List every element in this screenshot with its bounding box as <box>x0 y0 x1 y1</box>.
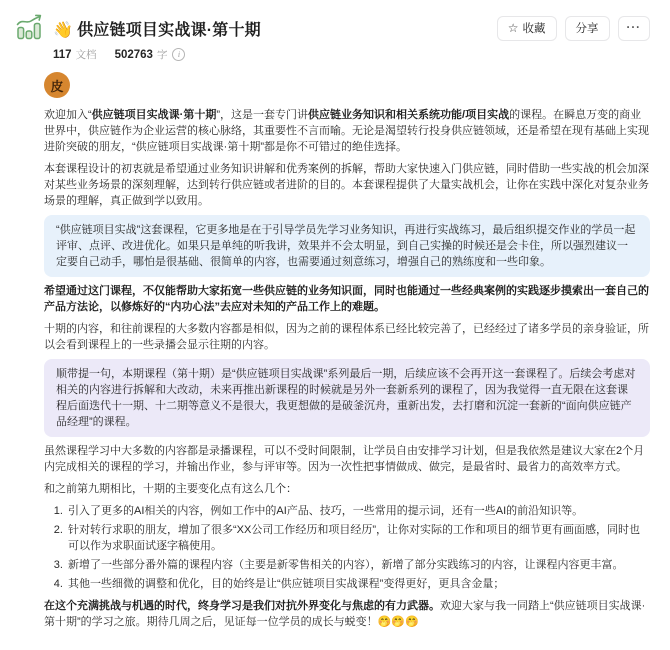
bold-text: 希望通过这门课程，不仅能帮助大家拓宽一些供应链的业务知识面，同时也能通过一些经典案例的实践逐步摸索出一套自己的产品方法论，以修炼好的“内功心法”去应对未知的产品工作上的难题。 <box>44 285 649 313</box>
text: 其他一些细微的调整和优化，目的始终是让“供应链项目实战课程”变得更好，更具含金量； <box>68 578 505 590</box>
text: 的课程。在瞬息万变的商业世界中，供应链作为企业运营的核心脉络，其重要性不言而喻。无论是渴望转行投身供应链领域，还是希望在现有基础上实现进阶突破的朋友，“供应链项目实战课·第十期”都是你不可错过的绝佳选择。 <box>44 109 649 153</box>
paragraph <box>44 107 650 155</box>
text: 新增了一些部分番外篇的课程内容（主要是新零售相关的内容），新增了部分实践练习的内容，让课程内容更丰富。 <box>68 559 624 571</box>
words-count-stat: 502763 字 i <box>115 47 186 62</box>
list-item <box>66 557 650 573</box>
favorite-button[interactable]: ☆ 收藏 <box>497 16 557 41</box>
text: 十期的内容，和往前课程的大多数内容都是相似，因为之前的课程体系已经比较完善了，已经经过了诸多学员的亲身验证，所以会看到课程上的一些录播会显示往期的内容。 <box>44 323 649 351</box>
more-options-button[interactable] <box>618 16 651 41</box>
paragraph <box>44 443 650 475</box>
highlight-callout <box>44 359 650 437</box>
text: 针对转行求职的朋友，增加了很多“XX公司工作经历和项目经历”，让你对实际的工作和项目的细节更有画面感，同时也可以作为求职面试逐字稿使用。 <box>68 524 640 552</box>
text: 虽然课程学习中大多数的内容都是录播课程，可以不受时间限制，让学员自由安排学习计划，但是我依然是建议大家在2个月内完成相关的课程的学习，并输出作业，参与评审等。因为一次性把事情做成、做完，是最省时、最省力的高效率方式。 <box>44 445 645 473</box>
ellipsis-icon: ··· <box>626 22 641 34</box>
paragraph <box>44 481 650 497</box>
paragraph <box>44 161 650 209</box>
paragraph <box>44 598 650 630</box>
text: 本套课程设计的初衷就是希望通过业务知识讲解和优秀案例的拆解，帮助大家快速入门供应链，同时借助一些实战的机会加深对某些业务场景的深刻理解，达到转行供应链或者进阶的目的。本套课程提供了大量实战机会，让你在实践中深化对复杂业务场景的理解，真正做到学以致用。 <box>44 163 649 207</box>
header-actions <box>497 16 650 41</box>
bar-chart-growth-icon <box>14 13 44 43</box>
list-item <box>66 576 650 592</box>
waving-hand-emoji: 👋 <box>53 21 74 39</box>
text: ”，这是一套专门讲 <box>216 109 309 121</box>
text: 欢迎大家与我一同踏上“供应链项目实战课·第十期”的学习之旅。期待几周之后，见证每一位学员的成长与蜕变！🤭🤭🤭 <box>44 600 646 628</box>
list-item <box>66 503 650 519</box>
author-avatar[interactable]: 皮 <box>44 72 70 98</box>
paragraph <box>44 283 650 315</box>
text: 顺带提一句，本期课程（第十期）是“供应链项目实战课”系列最后一期，后续应该不会再开这一套课程了。后续会考虑对相关的内容进行拆解和大改动，未来再推出新课程的时候就是另外一套新系列的课程了，因为我觉得一直无限在这套课程后面迭代十一期、十二期等意义不是很大，我更想做的是破釜沉舟，重新出发，去打磨和沉淀一套新的“面向供应链产品经理”的课程。 <box>56 368 636 428</box>
text: “供应链项目实战”这套课程，它更多地是在于引导学员先学习业务知识，再进行实战练习，最后组织提交作业的学员一起评审、点评、改进优化。如果只是单纯的听我讲，效果并不会太明显，到自己实操的时候还是会卡住，所以强烈建议一定要自己动手，哪怕是很基础、很简单的内容，也需要通过刻意练习，增强自己的熟练度和一些印象。 <box>56 224 636 268</box>
list-item <box>66 522 650 554</box>
document-body <box>44 107 650 630</box>
highlight-callout <box>44 215 650 277</box>
paragraph <box>44 321 650 353</box>
text: 欢迎加入“ <box>44 109 92 121</box>
text: 引入了更多的AI相关的内容，例如工作中的AI产品、技巧，一些常用的提示词，还有一些AI的前沿知识等。 <box>68 505 584 517</box>
text: 和之前第九期相比，十期的主要变化点有这么几个： <box>44 483 297 495</box>
info-icon[interactable]: i <box>172 48 185 61</box>
stats-bar <box>53 47 650 62</box>
bold-text: 供应链项目实战课·第十期 <box>91 109 217 121</box>
ordered-list <box>44 503 650 592</box>
header <box>14 12 650 44</box>
bold-text: 在这个充满挑战与机遇的时代，终身学习是我们对抗外界变化与焦虑的有力武器。 <box>44 600 440 612</box>
bold-text: 供应链业务知识和相关系统功能/项目实战 <box>308 109 510 121</box>
share-button[interactable]: 分享 <box>565 16 610 41</box>
star-icon: ☆ <box>507 20 519 35</box>
docs-count-stat: 117 文档 <box>53 48 97 61</box>
page-title: 👋 供应链项目实战课·第十期 <box>53 21 261 39</box>
author-row <box>44 72 650 98</box>
